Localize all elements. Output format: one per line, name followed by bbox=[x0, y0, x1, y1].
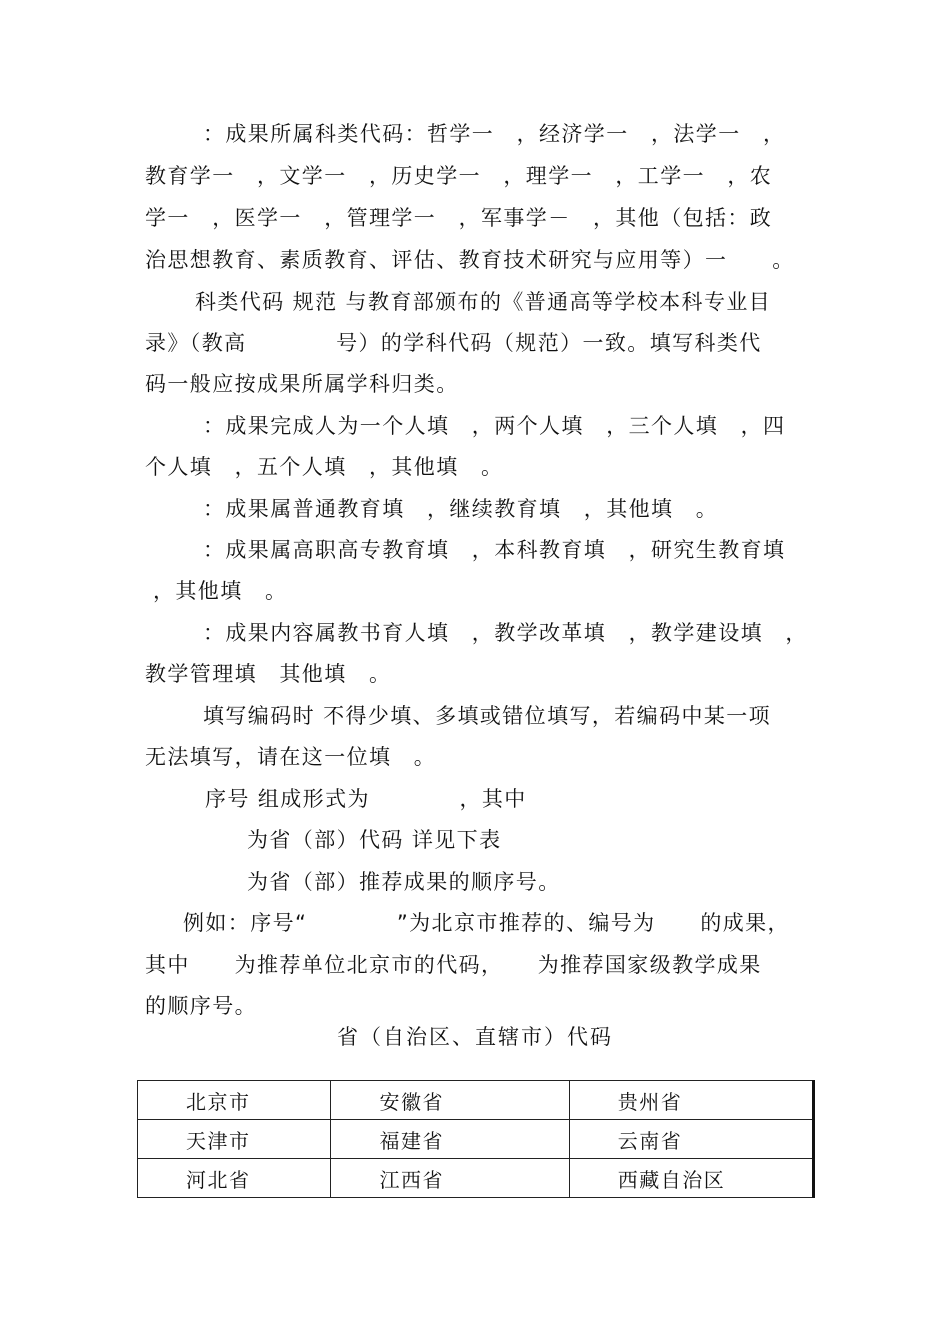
table-cell: 西藏自治区 bbox=[569, 1159, 813, 1198]
paragraph-line: 无法填写，请在这一位填 。 bbox=[145, 745, 437, 769]
paragraph-line: ，其他填 。 bbox=[153, 579, 288, 603]
paragraph-line: 录》（教高 号）的学科代码（规范）一致。填写科类代 bbox=[145, 331, 762, 355]
paragraph-line: 个人填 ，五个人填 ，其他填 。 bbox=[145, 455, 504, 479]
table-caption: 省（自治区、直辖市）代码 bbox=[337, 1025, 613, 1049]
paragraph-line: 教学管理填 其他填 。 bbox=[145, 662, 392, 686]
paragraph-line: 为省（部）推荐成果的顺序号。 bbox=[247, 870, 561, 894]
paragraph-line: 码一般应按成果所属学科归类。 bbox=[145, 372, 459, 396]
paragraph-line: ：成果属普通教育填 ，继续教育填 ，其他填 。 bbox=[203, 497, 719, 521]
paragraph-line: ：成果所属科类代码：哲学一 ，经济学一 ，法学一 ， bbox=[203, 122, 786, 146]
paragraph-line: 治思想教育、素质教育、评估、教育技术研究与应用等）一 。 bbox=[145, 248, 795, 272]
paragraph-line: 为省（部）代码 详见下表 bbox=[247, 828, 502, 852]
table-cell: 天津市 bbox=[138, 1120, 331, 1159]
paragraph-line: 科类代码 规范 与教育部颁布的《普通高等学校本科专业目 bbox=[195, 290, 772, 314]
paragraph-line: 序号 组成形式为 ，其中 bbox=[205, 787, 527, 811]
paragraph-line: 学一 ，医学一 ，管理学一 ，军事学－ ，其他（包括：政 bbox=[145, 206, 773, 230]
paragraph-line: 教育学一 ，文学一 ，历史学一 ，理学一 ，工学一 ，农 bbox=[145, 164, 773, 188]
table-cell: 云南省 bbox=[569, 1120, 813, 1159]
paragraph-line: ：成果内容属教书育人填 ，教学改革填 ，教学建设填 ， bbox=[203, 621, 808, 645]
province-code-table bbox=[137, 1080, 815, 1198]
table-cell: 江西省 bbox=[331, 1159, 569, 1198]
table-cell: 贵州省 bbox=[569, 1081, 813, 1120]
table-row bbox=[138, 1081, 814, 1120]
table-row bbox=[138, 1120, 814, 1159]
paragraph-line: 其中 为推荐单位北京市的代码， 为推荐国家级教学成果 bbox=[145, 953, 762, 977]
table-cell: 河北省 bbox=[138, 1159, 331, 1198]
table-row bbox=[138, 1159, 814, 1198]
paragraph-line: 填写编码时 不得少填、多填或错位填写，若编码中某一项 bbox=[203, 704, 772, 728]
table-cell: 北京市 bbox=[138, 1081, 331, 1120]
paragraph-line: 的顺序号。 bbox=[145, 994, 257, 1018]
table-cell: 福建省 bbox=[331, 1120, 569, 1159]
paragraph-line: 例如：序号“ ”为北京市推荐的、编号为 的成果， bbox=[183, 911, 790, 935]
paragraph-line: ：成果属高职高专教育填 ，本科教育填 ，研究生教育填 bbox=[203, 538, 786, 562]
table-cell: 安徽省 bbox=[331, 1081, 569, 1120]
paragraph-line: ：成果完成人为一个人填 ，两个人填 ，三个人填 ，四 bbox=[203, 414, 786, 438]
